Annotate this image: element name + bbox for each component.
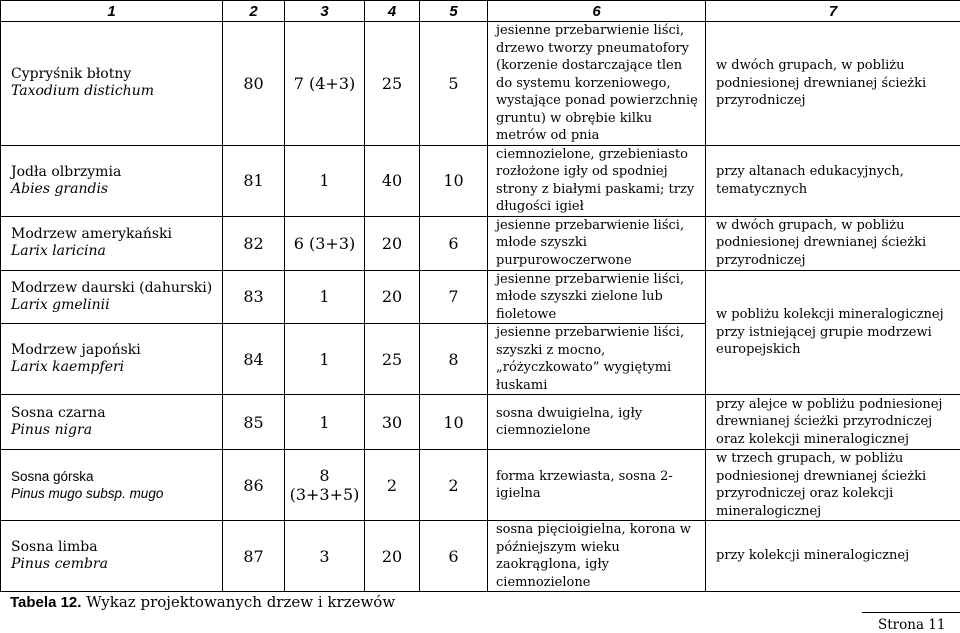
features-cell: forma krzewiasta, sosna 2-igielna	[488, 450, 706, 521]
location-cell: przy kolekcji mineralogicznej	[706, 521, 960, 592]
height-cell: 6	[420, 216, 488, 270]
features-cell: sosna dwuigielna, igły ciemnozielone	[488, 395, 706, 450]
table-caption	[10, 593, 395, 611]
age-cell: 25	[365, 324, 420, 395]
polish-name: Sosna czarna	[11, 405, 106, 421]
height-cell: 6	[420, 521, 488, 592]
table-row	[1, 216, 960, 270]
location-cell: w pobliżu kolekcji mineralogicznej przy istniejącej grupie modrzewi europejskich	[706, 270, 960, 395]
latin-name: Pinus nigra	[11, 422, 93, 438]
count-cell: 7 (4+3)	[285, 22, 365, 146]
count-cell: 1	[285, 270, 365, 324]
polish-name: Modrzew japoński	[11, 342, 141, 358]
height-cell: 8	[420, 324, 488, 395]
height-cell: 2	[420, 450, 488, 521]
count-cell: 6 (3+3)	[285, 216, 365, 270]
polish-name: Jodła olbrzymia	[11, 163, 122, 180]
caption-text: Wykaz projektowanych drzew i krzewów	[81, 593, 396, 611]
species-cell	[1, 270, 223, 324]
species-cell	[1, 450, 223, 521]
height-cell: 5	[420, 22, 488, 146]
count-cell: 1	[285, 324, 365, 395]
nr-cell: 84	[223, 324, 285, 395]
nr-cell: 81	[223, 145, 285, 216]
features-cell: jesienne przebarwienie liści, drzewo tworzy pneumatofory (korzenie dostarczające tlen do systemu korzeniowego, wystające ponad powierzchnię gruntu) w obrębie kilku metrów od pnia	[488, 22, 706, 146]
age-cell: 40	[365, 145, 420, 216]
count-cell: 1	[285, 395, 365, 450]
header-cell: 3	[285, 1, 365, 22]
age-cell: 25	[365, 22, 420, 146]
header-cell: 6	[488, 1, 706, 22]
polish-name: Modrzew daurski (dahurski)	[11, 279, 213, 296]
age-cell: 30	[365, 395, 420, 450]
header-row	[1, 1, 960, 22]
features-cell: jesienne przebarwienie liści, młode szyszki purpurowoczerwone	[488, 216, 706, 270]
nr-cell: 83	[223, 270, 285, 324]
age-cell: 20	[365, 216, 420, 270]
table-row	[1, 395, 960, 450]
polish-name: Sosna górska	[11, 469, 94, 484]
latin-name: Larix laricina	[11, 243, 106, 259]
latin-name: Taxodium distichum	[11, 83, 154, 100]
polish-name: Sosna limba	[11, 539, 98, 555]
header-cell: 4	[365, 1, 420, 22]
location-cell: przy altanach edukacyjnych, tematycznych	[706, 145, 960, 216]
table-row	[1, 22, 960, 146]
footer-rule	[862, 612, 960, 613]
age-cell: 20	[365, 270, 420, 324]
height-cell: 7	[420, 270, 488, 324]
latin-name: Pinus mugo subsp. mugo	[11, 486, 164, 501]
header-cell: 1	[1, 1, 223, 22]
features-cell: jesienne przebarwienie liści, młode szyszki zielone lub fioletowe	[488, 270, 706, 324]
nr-cell: 86	[223, 450, 285, 521]
latin-name: Larix kaempferi	[11, 359, 125, 375]
polish-name: Modrzew amerykański	[11, 226, 173, 242]
count-cell: 8 (3+3+5)	[285, 450, 365, 521]
header-cell: 5	[420, 1, 488, 22]
header-cell: 7	[706, 1, 960, 22]
species-cell	[1, 521, 223, 592]
table-row	[1, 450, 960, 521]
location-cell: w trzech grupach, w pobliżu podniesionej drewnianej ścieżki przyrodniczej oraz kolekcji mineralogicznej	[706, 450, 960, 521]
features-cell: jesienne przebarwienie liści, szyszki z mocno, „różyczkowato” wygiętymi łuskami	[488, 324, 706, 395]
location-cell: w dwóch grupach, w pobliżu podniesionej drewnianej ścieżki przyrodniczej	[706, 216, 960, 270]
species-cell	[1, 216, 223, 270]
nr-cell: 82	[223, 216, 285, 270]
latin-name: Larix gmelinii	[11, 296, 110, 313]
location-cell: przy alejce w pobliżu podniesionej drewnianej ścieżki przyrodniczej oraz kolekcji mineralogicznej	[706, 395, 960, 450]
nr-cell: 80	[223, 22, 285, 146]
table-row	[1, 270, 960, 324]
age-cell: 20	[365, 521, 420, 592]
latin-name: Pinus cembra	[11, 556, 108, 572]
species-cell	[1, 395, 223, 450]
species-cell	[1, 324, 223, 395]
height-cell: 10	[420, 145, 488, 216]
caption-label: Tabela 12.	[10, 594, 82, 611]
page-number: Strona 11	[878, 617, 946, 633]
features-cell: sosna pięcioigielna, korona w późniejszym wieku zaokrąglona, igły ciemnozielone	[488, 521, 706, 592]
table-row	[1, 145, 960, 216]
nr-cell: 85	[223, 395, 285, 450]
latin-name: Abies grandis	[11, 180, 109, 197]
count-cell: 3	[285, 521, 365, 592]
count-cell: 1	[285, 145, 365, 216]
species-cell	[1, 22, 223, 146]
species-cell	[1, 145, 223, 216]
location-cell: w dwóch grupach, w pobliżu podniesionej drewnianej ścieżki przyrodniczej	[706, 22, 960, 146]
nr-cell: 87	[223, 521, 285, 592]
features-cell: ciemnozielone, grzebieniasto rozłożone igły od spodniej strony z białymi paskami; trzy długości igieł	[488, 145, 706, 216]
age-cell: 2	[365, 450, 420, 521]
table-row	[1, 521, 960, 592]
height-cell: 10	[420, 395, 488, 450]
polish-name: Cypryśnik błotny	[11, 66, 132, 83]
header-cell: 2	[223, 1, 285, 22]
